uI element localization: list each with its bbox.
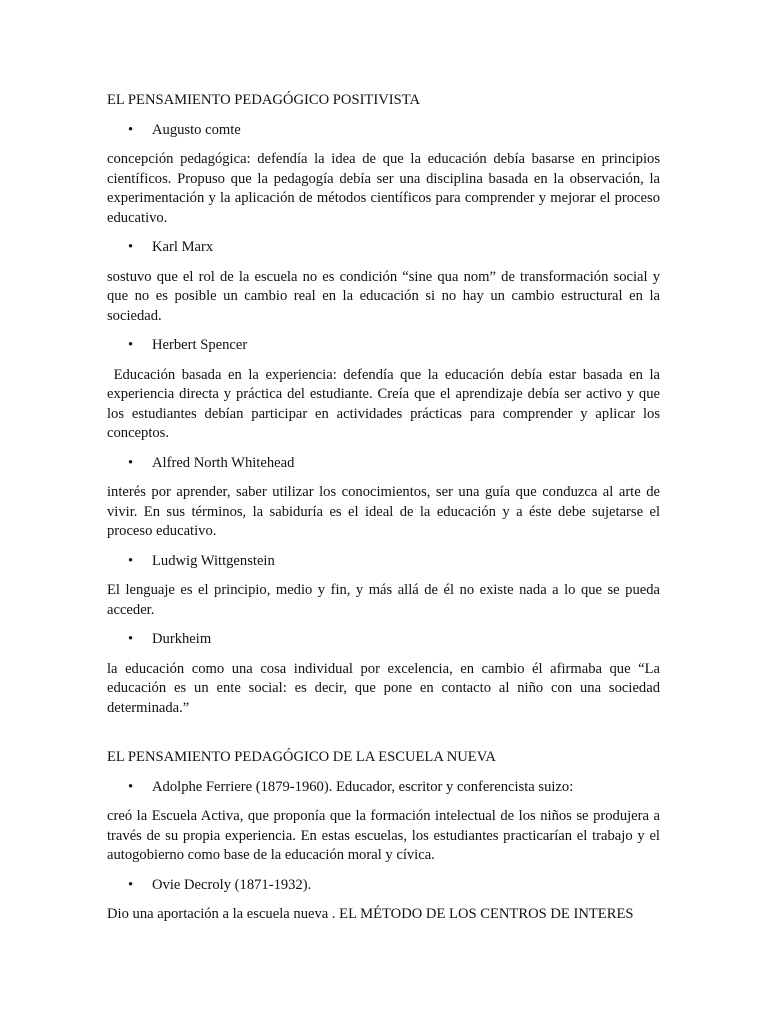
bullet-item-comte bbox=[107, 121, 660, 141]
paragraph-durkheim: la educación como una cosa individual por excelencia, en cambio él afirmaba que “La educación es un ente social: es decir, que pone en contacto al niño con una sociedad determinada.” bbox=[107, 660, 660, 716]
bullet-item-whitehead bbox=[107, 454, 660, 474]
paragraph-spencer: Educación basada en la experiencia: defendía que la educación debía estar basada en la experiencia directa y práctica del estudiante. Creía que el aprendizaje debía ser activo y que los estudiantes debían participar en actividades prácticas para comprender y aplicar los conceptos. bbox=[107, 366, 664, 441]
paragraph-wittgenstein: El lenguaje es el principio, medio y fin, y más allá de él no existe nada a lo que se pueda acceder. bbox=[107, 582, 660, 618]
bullet-item-marx bbox=[107, 238, 660, 258]
paragraph-comte: concepción pedagógica: defendía la idea de que la educación debía basarse en principios científicos. Propuso que la pedagogía debía ser una disciplina basada en la observación, la experimentación y la aplicación de métodos científicos para comprender y mejorar el proceso educativo. bbox=[107, 151, 660, 226]
document-body bbox=[107, 91, 664, 925]
paragraph-whitehead: interés por aprender, saber utilizar los conocimientos, ser una guía que conduzca al arte de vivir. En sus términos, la sabiduría es el ideal de la educación y a éste debe sujetarse el proceso educativo. bbox=[107, 484, 660, 539]
bullet-item-ferriere bbox=[107, 778, 660, 798]
bullet-item-decroly bbox=[107, 876, 660, 896]
section-heading-positivista: EL PENSAMIENTO PEDAGÓGICO POSITIVISTA bbox=[107, 92, 421, 108]
bullet-icon: • bbox=[128, 552, 134, 569]
bullet-label: Ludwig Wittgenstein bbox=[152, 552, 275, 569]
paragraph-marx: sostuvo que el rol de la escuela no es condición “sine qua nom” de transformación social y que no es posible un cambio real en la educación si no hay un cambio estructural en la sociedad. bbox=[107, 268, 660, 324]
bullet-item-spencer bbox=[107, 336, 660, 356]
bullet-label: Karl Marx bbox=[152, 239, 214, 255]
bullet-icon: • bbox=[128, 337, 134, 353]
bullet-item-wittgenstein bbox=[107, 552, 660, 572]
bullet-label: Alfred North Whitehead bbox=[152, 454, 295, 471]
bullet-icon: • bbox=[128, 631, 134, 647]
section-heading-escuela-nueva: EL PENSAMIENTO PEDAGÓGICO DE LA ESCUELA NUEVA bbox=[107, 749, 496, 765]
bullet-label: Durkheim bbox=[152, 631, 212, 647]
paragraph-ferriere: creó la Escuela Activa, que proponía que la formación intelectual de los niños se produjera a través de su propia experiencia. En estas escuelas, los estudiantes practicarían el trabajo y el autogobierno como base de la educación moral y cívica. bbox=[107, 808, 660, 863]
bullet-label: Herbert Spencer bbox=[152, 337, 248, 353]
bullet-icon: • bbox=[128, 239, 134, 255]
bullet-item-durkheim bbox=[107, 630, 660, 650]
bullet-icon: • bbox=[128, 778, 134, 795]
bullet-label: Adolphe Ferriere (1879-1960). Educador, escritor y conferencista suizo: bbox=[152, 778, 574, 795]
bullet-icon: • bbox=[128, 454, 134, 471]
paragraph-decroly: Dio una aportación a la escuela nueva . EL MÉTODO DE LOS CENTROS DE INTERES bbox=[107, 906, 634, 922]
bullet-icon: • bbox=[128, 876, 134, 893]
bullet-icon: • bbox=[128, 121, 134, 138]
bullet-label: Ovie Decroly (1871-1932). bbox=[152, 876, 312, 893]
bullet-label: Augusto comte bbox=[152, 121, 241, 138]
